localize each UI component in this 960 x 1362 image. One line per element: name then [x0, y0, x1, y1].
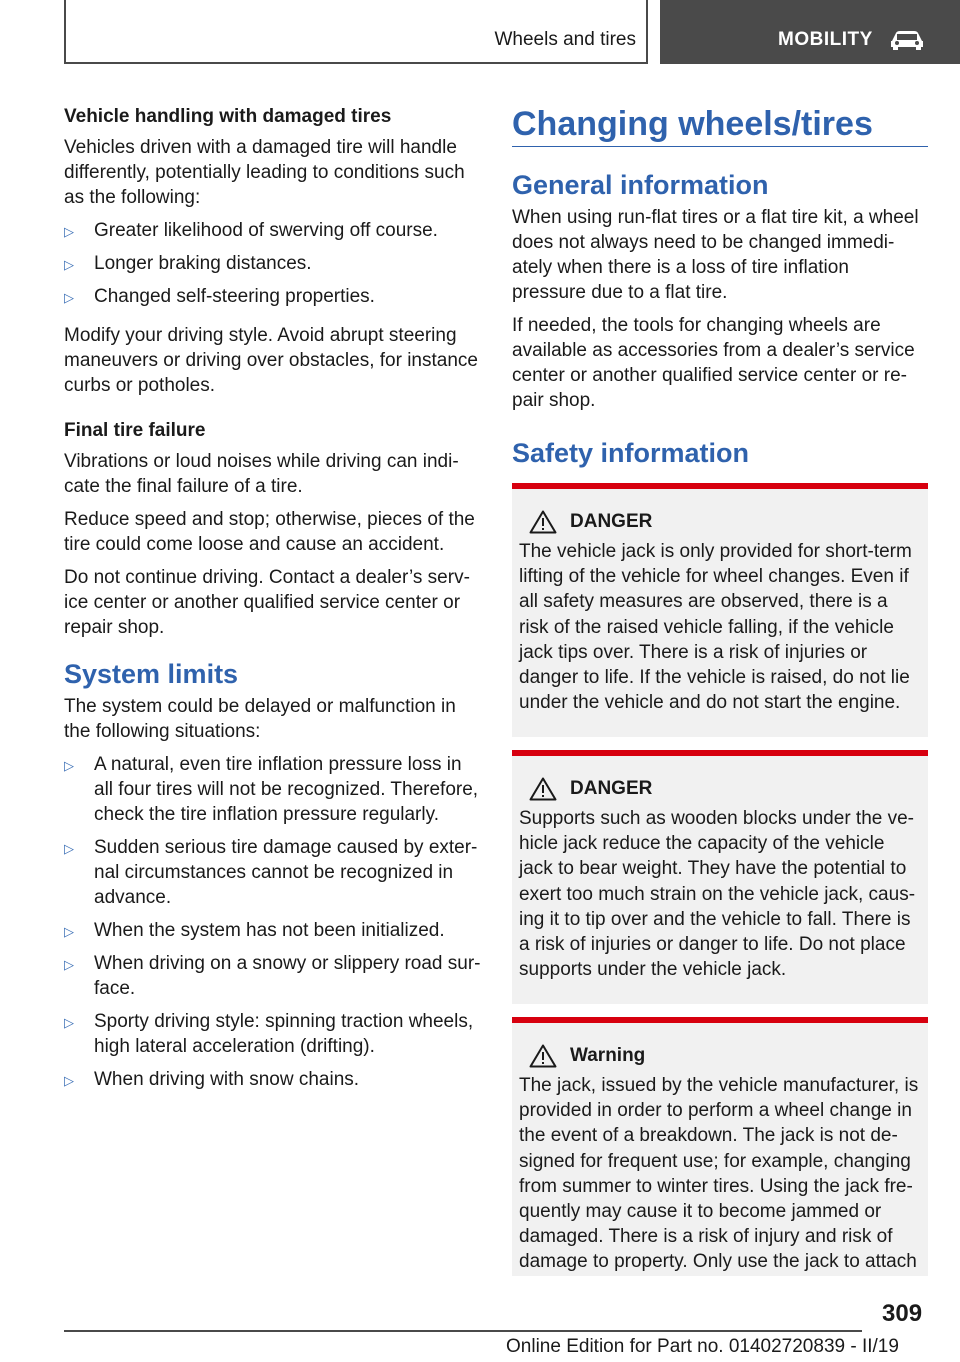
failure-paragraph-2: Reduce speed and stop; otherwise, pieces of the tire could come loose and cause an accident.	[64, 509, 475, 555]
footer-divider	[64, 1330, 862, 1332]
danger-text: Supports such as wooden blocks under the ve-hicle jack reduce the capacity of the vehicle jack to bear weight. They have the potential to exert too much strain on the vehicle jack, caus-ing it to tip over and the vehicle to fall. There is a risk of injuries or danger to life. Do not place supports under the vehicle jack.	[519, 808, 916, 981]
list-item: ▷ Longer braking distances.	[64, 251, 482, 284]
safety-information-heading: Safety information	[512, 438, 750, 468]
general-paragraph-1: When using run-flat tires or a flat tire kit, a wheel does not always need to be changed immedi-ately when there is a loss of tire inflation pressure due to a flat tire.	[512, 207, 919, 303]
danger-text: The vehicle jack is only provided for short-term lifting of the vehicle for wheel changes. Even if all safety measures are observed, there is a risk of the raised vehicle falling, if the vehicle jack tips over. There is a risk of injuries or danger to life. If the vehicle is raised, do not lie under the vehicle and do not start the engine.	[519, 541, 912, 714]
warning-title: Warning	[570, 1045, 646, 1066]
warning-text: The jack, issued by the vehicle manufacturer, is provided in order to perform a wheel change in the event of a breakdown. The jack is not de-signed for frequent use; for example, changing from summer to winter tires. Using the jack fre-quently may cause it to become jammed or damaged. There is a risk of injury and risk of damage to property. Only use the jack to attach	[519, 1075, 919, 1273]
triangle-bullet-icon: ▷	[64, 758, 74, 773]
danger-title: DANGER	[570, 511, 653, 532]
main-heading: Changing wheels/tires	[512, 104, 928, 147]
limits-intro: The system could be delayed or malfunction in the following situations:	[64, 696, 456, 742]
triangle-bullet-icon: ▷	[64, 257, 74, 272]
triangle-bullet-icon: ▷	[64, 841, 74, 856]
general-paragraph-2: If needed, the tools for changing wheels are available as accessories from a dealer’s service center or another qualified service center or re-pair shop.	[512, 315, 915, 411]
handling-list	[64, 218, 482, 317]
triangle-bullet-icon: ▷	[64, 1015, 74, 1030]
handling-heading: Vehicle handling with damaged tires	[64, 106, 392, 127]
triangle-bullet-icon: ▷	[64, 957, 74, 972]
danger-box	[512, 483, 928, 737]
left-column	[64, 104, 482, 1106]
section-title: Wheels and tires	[494, 29, 636, 50]
danger-title: DANGER	[570, 778, 653, 799]
chapter-tab	[660, 0, 960, 64]
warning-triangle-icon	[529, 777, 557, 801]
limits-list	[64, 752, 482, 1100]
general-information-heading: General information	[512, 170, 769, 200]
list-item: ▷ Changed self-steering properties.	[64, 284, 482, 317]
list-item: ▷ Sudden serious tire damage caused by exter-nal circumstances cannot be recognized in advance.	[64, 835, 482, 918]
failure-paragraph-1: Vibrations or loud noises while driving can indi-cate the final failure of a tire.	[64, 451, 459, 497]
triangle-bullet-icon: ▷	[64, 924, 74, 939]
triangle-bullet-icon: ▷	[64, 290, 74, 305]
list-item: ▷ When driving on a snowy or slippery road sur-face.	[64, 951, 482, 1009]
triangle-bullet-icon: ▷	[64, 1073, 74, 1088]
warning-triangle-icon	[529, 1044, 557, 1068]
right-column	[512, 104, 928, 473]
chapter-tab-label: MOBILITY	[778, 29, 873, 50]
list-item: ▷ When the system has not been initialized.	[64, 918, 482, 951]
car-icon	[888, 29, 926, 51]
failure-heading: Final tire failure	[64, 420, 206, 441]
triangle-bullet-icon: ▷	[64, 224, 74, 239]
page-number: 309	[882, 1300, 923, 1327]
system-limits-heading: System limits	[64, 659, 239, 689]
list-item: ▷ When driving with snow chains.	[64, 1067, 482, 1100]
danger-box	[512, 750, 928, 1004]
warning-box	[512, 1017, 928, 1276]
list-item: ▷ Sporty driving style: spinning traction wheels, high lateral acceleration (drifting).	[64, 1009, 482, 1067]
handling-advice: Modify your driving style. Avoid abrupt steering maneuvers or driving over obstacles, for instance curbs or potholes.	[64, 325, 478, 396]
failure-paragraph-3: Do not continue driving. Contact a dealer’s serv-ice center or another qualified service center or repair shop.	[64, 567, 470, 638]
list-item: ▷ A natural, even tire inflation pressure loss in all four tires will not be recognized. Therefore, check the tire inflation pressure regularly.	[64, 752, 482, 835]
edition-footer: Online Edition for Part no. 01402720839 - II/19	[506, 1336, 899, 1357]
list-item: ▷ Greater likelihood of swerving off course.	[64, 218, 482, 251]
warning-triangle-icon	[529, 510, 557, 534]
handling-intro: Vehicles driven with a damaged tire will handle differently, potentially leading to conditions such as the following:	[64, 137, 465, 208]
